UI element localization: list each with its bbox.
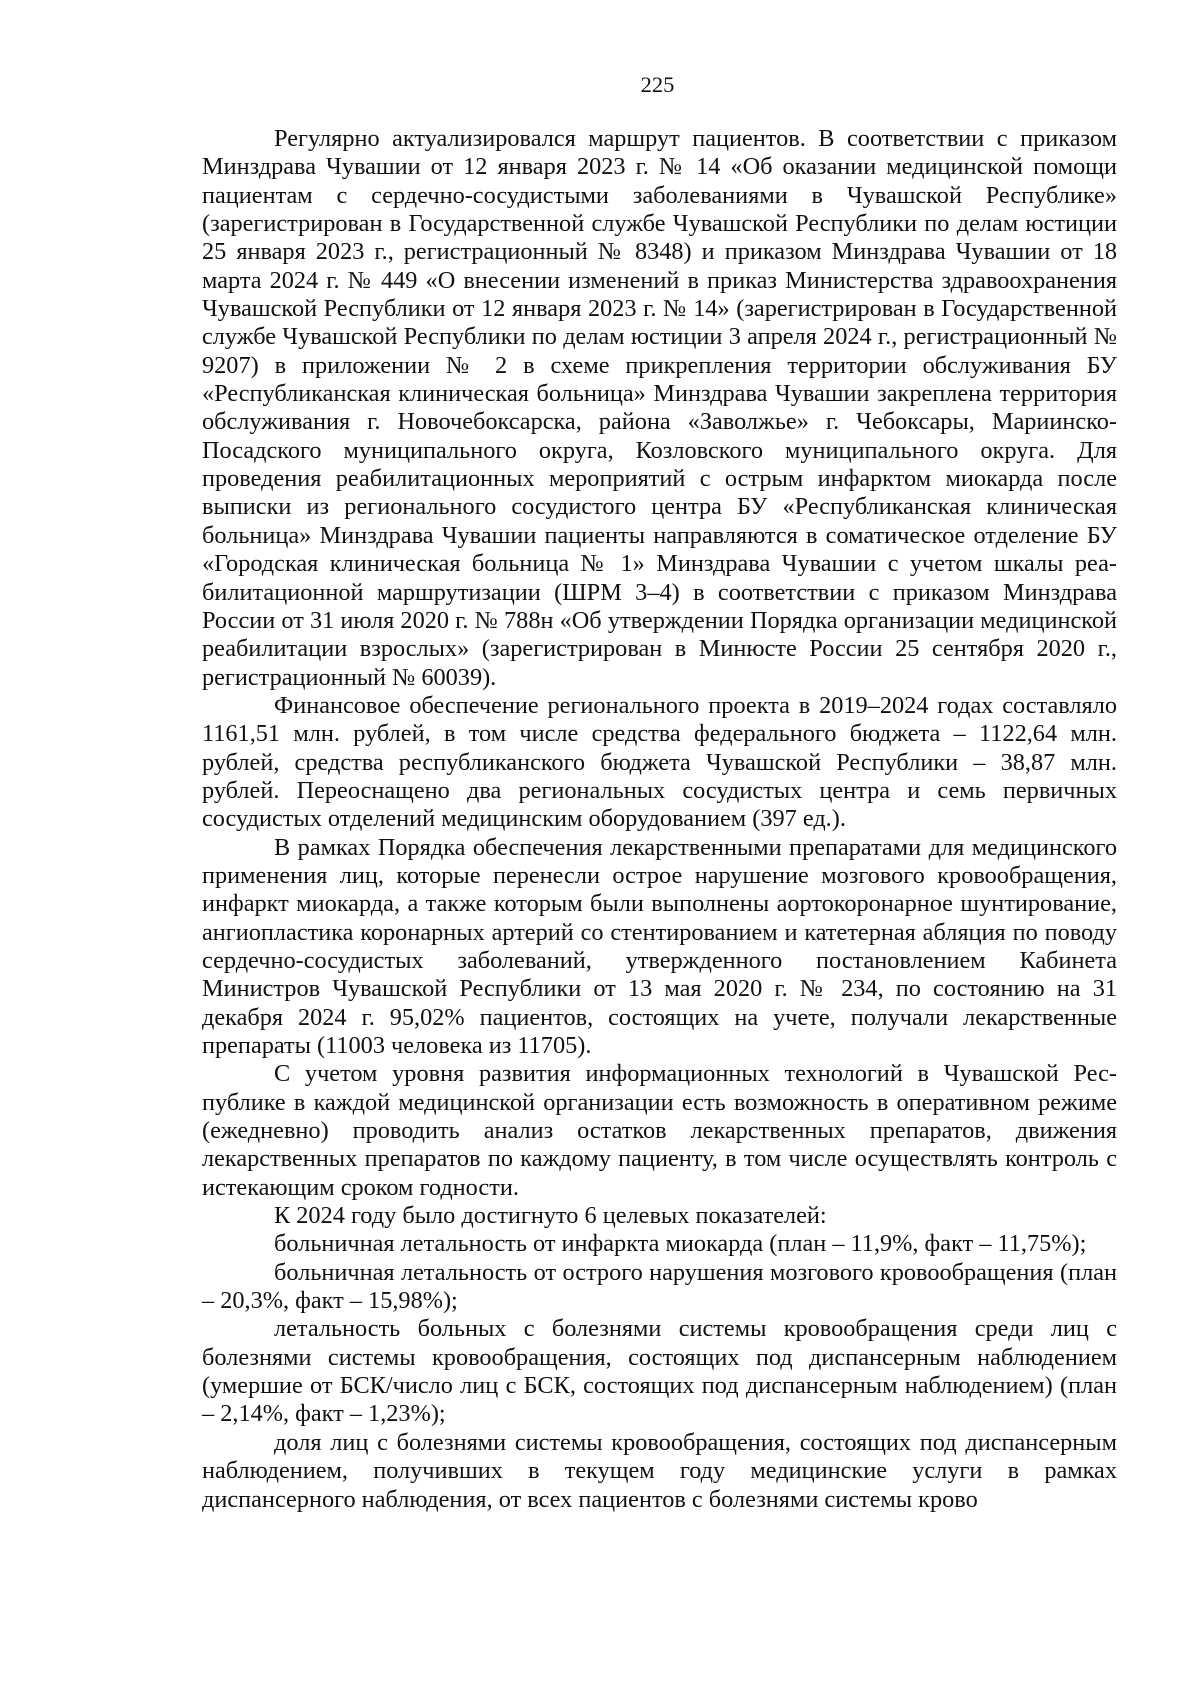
document-body <box>202 125 1117 1514</box>
target-item-stroke: больничная летальность от острого нарушения мозгового кровообращения (план – 20,3%, факт – 15,98%); <box>202 1258 1117 1315</box>
paragraph-financing: Финансовое обеспечение регионального проекта в 2019–2024 годах составляло 1161,51 млн. рублей, в том числе средства федерального бюджета – 1122,64 млн. рублей, средства республиканского бюджета Чувашской Республики – 38,87 млн. рублей. Переоснащено два региональных сосудистых центра и семь первичных сосудистых отделений медицинским оборудованием (397 ед.). <box>202 691 1117 833</box>
page-number: 225 <box>640 72 675 97</box>
paragraph-drug-provision: В рамках Порядка обеспечения лекарственными препаратами для медицинского применения лиц, которые перенесли острое нарушение мозгового кровообращения, инфаркт миокарда, а также которым были выполнены аортокоронарное шунтирование, ангиопластика коронарных артерий со стентированием и катетерная абляция по поводу сердечно-сосудистых заболеваний, утвержденного постановлением Кабинета Министров Чувашской Республики от 13 мая 2020 г. № 234, по состоянию на 31 декабря 2024 г. 95,02% пациентов, состоящих на учете, получали лекарственные препараты (11003 человека из 11705). <box>202 833 1117 1059</box>
target-item-cardiovascular-mortality: летальность больных с болезнями системы кровообращения среди лиц с болезнями системы кровообращения, состоящих под диспансерным наблюдением (умершие от БСК/число лиц с БСК, состоящих под диспансерным наблюдением) (план – 2,14%, факт – 1,23%); <box>202 1315 1117 1428</box>
paragraph-targets-intro: К 2024 году было достигнуто 6 целевых показателей: <box>274 1202 827 1230</box>
target-item-myocardial-infarction: больничная летальность от инфаркта миокарда (план – 11,9%, факт – 11,75%); <box>274 1230 1087 1258</box>
paragraph-information-technology: С учетом уровня развития информационных технологий в Чувашской Республике в каждой медицинской организации есть возможность в оперативном режиме (ежедневно) проводить анализ остатков лекарственных препаратов, движения лекарственных препаратов по каждому пациенту, в том числе осуществлять контроль с истекающим сроком годности. <box>202 1060 1117 1201</box>
paragraph-patient-routing: Регулярно актуализировался маршрут пациентов. В соответствии с приказом Минздрава Чувашии от 12 января 2023 г. № 14 «Об оказании медицинской помощи пациентам с сердечно-сосудистыми заболеваниями в Чувашской Республике» (зарегистрирован в Государственной службе Чувашской Республики по делам юстиции 25 января 2023 г., регистрационный № 8348) и приказом Минздрава Чувашии от 18 марта 2024 г. № 449 «О внесении изменений в приказ Министерства здравоохранения Чувашской Республики от 12 января 2023 г. № 14» (зарегистрирован в Государственной службе Чувашской Республики по делам юстиции 3 апреля 2024 г., регистрационный № 9207) в приложении № 2 в схеме прикрепления территории обслуживания БУ «Республиканская клиническая больница» Минздрава Чувашии закреплена территория обслуживания г. Новочебоксарска, района «Заволжье» г. Чебоксары, Мариинско-Посадского муниципального округа, Козловского муниципального округа. Для проведения реабилитационных мероприятий с острым инфарктом миокарда после выписки из регионального сосудистого центра БУ «Республиканская клиническая больница» Минздрава Чувашии пациенты направляются в соматическое отделение БУ «Городская клиническая больница № 1» Минздрава Чувашии с учетом шкалы реабилитационной маршрутизации (ШРМ 3–4) в соответствии с приказом Минздрава России от 31 июля 2020 г. № 788н «Об утверждении Порядка организации медицинской реабилитации взрослых» (зарегистрирован в Минюсте России 25 сентября 2020 г., регистрационный № 60039). <box>202 125 1117 691</box>
target-item-dispensary-observation: доля лиц с болезнями системы кровообращения, состоящих под диспансерным наблюдением, получивших в текущем году медицинские услуги в рамках диспансерного наблюдения, от всех пациентов с болезнями системы крово <box>202 1428 1117 1513</box>
